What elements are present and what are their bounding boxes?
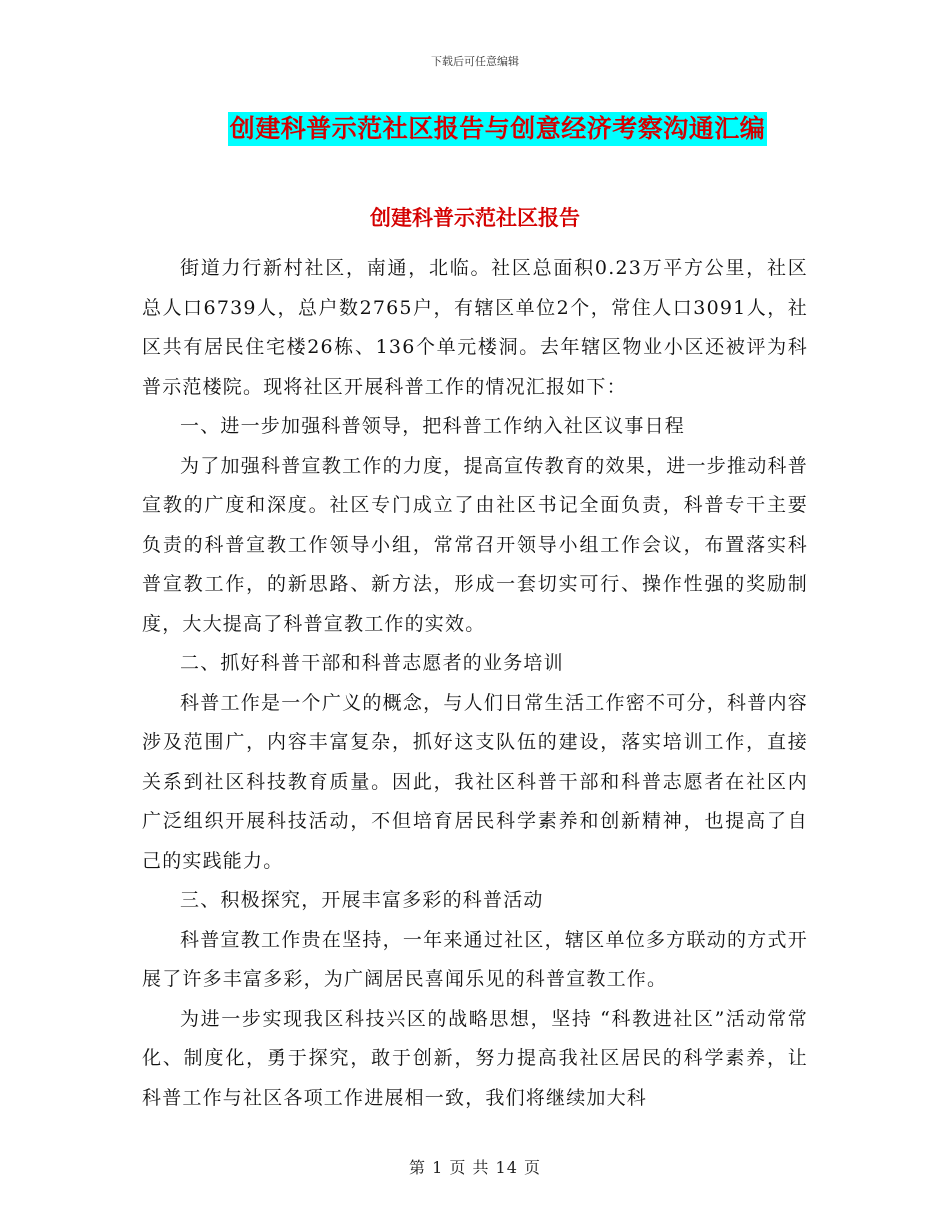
main-title-container: [0, 112, 950, 146]
body-text: [142, 249, 808, 1118]
paragraph: 为进一步实现我区科技兴区的战略思想，坚持 “科教进社区”活动常常化、制度化，勇于探究，敢于创新，努力提高我社区居民的科学素养，让科普工作与社区各项工作进展相一致，我们将继续加大科: [142, 1007, 808, 1109]
paragraph: 为了加强科普宣教工作的力度，提高宣传教育的效果，进一步推动科普宣教的广度和深度。社区专门成立了由社区书记全面负责，科普专干主要负责的科普宣教工作领导小组，常常召开领导小组工作会议，布置落实科普宣教工作，的新思路、新方法，形成一套切实可行、操作性强的奖励制度，大大提高了科普宣教工作的实效。: [142, 454, 808, 635]
main-title: 创建科普示范社区报告与创意经济考察沟通汇编: [228, 112, 768, 146]
page-number-footer: 第 1 页 共 14 页: [409, 1158, 541, 1177]
paragraph: 科普工作是一个广义的概念，与人们日常生活工作密不可分，科普内容涉及范围广，内容丰富复杂，抓好这支队伍的建设，落实培训工作，直接关系到社区科技教育质量。因此，我社区科普干部和科普志愿者在社区内广泛组织开展科技活动，不但培育居民科学素养和创新精神，也提高了自己的实践能力。: [142, 691, 808, 872]
paragraph-intro: 街道力行新村社区，南通，北临。社区总面积0.23万平方公里，社区总人口6739人，总户数2765户，有辖区单位2个，常住人口3091人，社区共有居民住宅楼26栋、136个单元楼洞。去年辖区物业小区还被评为科普示范楼院。现将社区开展科普工作的情况汇报如下：: [142, 257, 808, 398]
sub-title: 创建科普示范社区报告: [370, 205, 580, 230]
section-heading-3: 三、积极探究，开展丰富多彩的科普活动: [180, 889, 544, 911]
section-heading-2: 二、抓好科普干部和科普志愿者的业务培训: [180, 652, 564, 674]
header-note: 下载后可任意编辑: [431, 55, 519, 68]
paragraph: 科普宣教工作贵在坚持，一年来通过社区，辖区单位多方联动的方式开展了许多丰富多彩，为广阔居民喜闻乐见的科普宣教工作。: [142, 928, 808, 990]
section-heading-1: 一、进一步加强科普领导，把科普工作纳入社区议事日程: [180, 415, 686, 437]
